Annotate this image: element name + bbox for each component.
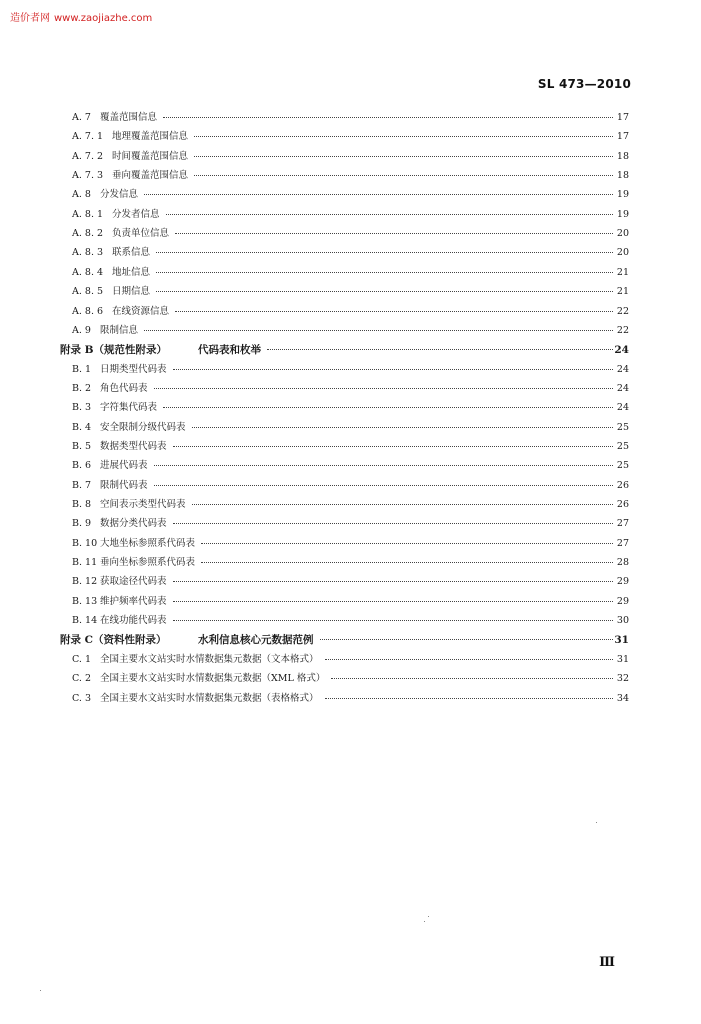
toc-row[interactable] xyxy=(0,537,701,551)
toc-row[interactable] xyxy=(0,595,701,609)
toc-row[interactable] xyxy=(0,382,701,396)
toc-page: 18 xyxy=(616,150,629,162)
toc-leader-dots xyxy=(156,252,613,253)
toc-title: 维护频率代码表 xyxy=(100,595,171,609)
toc-title: 角色代码表 xyxy=(100,382,152,396)
toc-page: 21 xyxy=(616,286,629,298)
toc-row[interactable] xyxy=(0,111,701,125)
toc-title: 限制信息 xyxy=(100,324,142,338)
toc-leader-dots xyxy=(192,504,613,505)
toc-leader-dots xyxy=(194,136,613,137)
toc-title: 垂向坐标参照系代码表 xyxy=(100,556,199,570)
toc-leader-dots xyxy=(144,194,613,195)
toc-row[interactable] xyxy=(0,401,701,415)
toc-title: 大地坐标参照系代码表 xyxy=(100,537,199,551)
toc-number: B. 5 xyxy=(72,440,92,452)
watermark-brand: 造价者网 xyxy=(10,13,50,24)
toc-title: 空间表示类型代码表 xyxy=(100,498,190,512)
toc-page: 20 xyxy=(616,247,629,259)
toc-leader-dots xyxy=(201,543,613,544)
scan-speck xyxy=(40,990,41,991)
toc-row[interactable] xyxy=(0,672,701,686)
toc-number: C. 1 xyxy=(72,653,92,665)
toc-row[interactable] xyxy=(0,169,701,183)
toc-number: A. 8. 4 xyxy=(72,266,104,278)
toc-row[interactable] xyxy=(0,227,701,241)
toc-row[interactable] xyxy=(0,517,701,531)
toc-page: 26 xyxy=(616,479,629,491)
toc-number: B. 3 xyxy=(72,402,92,414)
toc-page: 22 xyxy=(616,324,629,336)
toc-number: B. 7 xyxy=(72,479,92,491)
toc-title: 限制代码表 xyxy=(100,479,152,493)
toc-number: B. 10 xyxy=(72,537,98,549)
toc-title: 进展代码表 xyxy=(100,459,152,473)
toc-row[interactable] xyxy=(0,363,701,377)
toc-number: A. 8. 1 xyxy=(72,208,104,220)
toc-row[interactable] xyxy=(0,324,701,338)
toc-leader-dots xyxy=(267,349,613,350)
toc-number: B. 6 xyxy=(72,460,92,472)
toc-number: A. 8. 2 xyxy=(72,228,104,240)
toc-leader-dots xyxy=(320,639,613,640)
toc-row[interactable] xyxy=(0,188,701,202)
toc-page: 17 xyxy=(616,112,629,123)
toc-row[interactable] xyxy=(0,459,701,473)
toc-leader-dots xyxy=(173,369,613,370)
toc-number: 附录 C（资料性附录） xyxy=(60,634,167,647)
toc-title: 日期类型代码表 xyxy=(100,363,171,377)
toc-leader-dots xyxy=(166,214,613,215)
toc-page: 30 xyxy=(616,615,629,627)
toc-leader-dots xyxy=(156,272,613,273)
toc-number: B. 14 xyxy=(72,615,98,627)
toc-title: 分发者信息 xyxy=(112,208,164,222)
scan-speck xyxy=(424,921,425,922)
toc-row[interactable] xyxy=(0,440,701,454)
toc-title: 地理覆盖范围信息 xyxy=(112,130,192,144)
toc-page: 25 xyxy=(616,460,629,472)
toc-row[interactable] xyxy=(0,614,701,628)
toc-title: 覆盖范围信息 xyxy=(100,111,161,125)
page-number: Ⅲ xyxy=(599,955,615,970)
toc-title: 字符集代码表 xyxy=(100,401,161,415)
toc-page: 18 xyxy=(616,170,629,182)
toc-leader-dots xyxy=(173,601,613,602)
toc-leader-dots xyxy=(331,678,613,679)
toc-title: 在线资源信息 xyxy=(112,305,173,319)
toc-number: B. 12 xyxy=(72,576,98,588)
toc-leader-dots xyxy=(173,620,613,621)
toc-title: 地址信息 xyxy=(112,266,154,280)
toc-page: 29 xyxy=(616,576,629,588)
toc-row[interactable] xyxy=(0,305,701,319)
toc-page: 34 xyxy=(616,692,629,704)
toc-leader-dots xyxy=(194,156,613,157)
toc-title: 分发信息 xyxy=(100,188,142,202)
toc-number: A. 8 xyxy=(72,189,91,201)
scan-speck xyxy=(428,916,429,917)
toc-row[interactable] xyxy=(0,421,701,435)
toc-page: 32 xyxy=(616,673,629,685)
toc-leader-dots xyxy=(163,117,613,118)
toc-number: A. 8. 3 xyxy=(72,247,104,259)
toc-leader-dots xyxy=(201,562,613,563)
toc-title: 获取途径代码表 xyxy=(100,575,171,589)
toc-leader-dots xyxy=(175,311,613,312)
toc-leader-dots xyxy=(325,698,613,699)
toc-page: 26 xyxy=(616,499,629,510)
toc-title: 数据分类代码表 xyxy=(100,517,171,531)
toc-title: 日期信息 xyxy=(112,285,154,299)
toc-number: B. 11 xyxy=(72,557,98,569)
watermark-url[interactable]: www.zaojiazhe.com xyxy=(54,13,153,24)
toc-number: B. 9 xyxy=(72,518,92,530)
toc-number: C. 3 xyxy=(72,692,92,704)
toc-number: A. 7 xyxy=(72,112,91,123)
scan-speck xyxy=(596,822,597,823)
toc-leader-dots xyxy=(325,659,613,660)
toc-row[interactable] xyxy=(0,479,701,493)
toc-page: 27 xyxy=(616,518,629,530)
toc-page: 21 xyxy=(616,266,629,278)
toc-page: 19 xyxy=(616,208,629,220)
toc-row[interactable] xyxy=(0,575,701,589)
toc-page: 28 xyxy=(616,557,629,569)
toc-title: 负责单位信息 xyxy=(112,227,173,241)
toc-page: 24 xyxy=(616,363,629,375)
toc-page: 25 xyxy=(616,440,629,452)
toc-number: B. 2 xyxy=(72,382,92,394)
toc-title: 安全限制分级代码表 xyxy=(100,421,190,435)
toc-leader-dots xyxy=(192,427,613,428)
toc-title: 全国主要水文站实时水情数据集元数据（XML 格式） xyxy=(100,672,329,686)
toc-row[interactable] xyxy=(0,246,701,260)
toc-page: 24 xyxy=(616,382,629,394)
toc-row[interactable] xyxy=(0,498,701,512)
toc-row[interactable] xyxy=(0,343,701,357)
toc-row[interactable] xyxy=(0,556,701,570)
toc-title: 全国主要水文站实时水情数据集元数据（表格格式） xyxy=(100,692,323,706)
toc-number: 附录 B（规范性附录） xyxy=(60,344,168,357)
toc-number: B. 13 xyxy=(72,595,98,607)
toc-page: 20 xyxy=(616,228,629,240)
toc-page: 31 xyxy=(614,634,629,647)
document-code: SL 473—2010 xyxy=(537,77,631,91)
toc-page: 25 xyxy=(616,421,629,433)
toc-leader-dots xyxy=(175,233,613,234)
toc-leader-dots xyxy=(173,523,613,524)
toc-leader-dots xyxy=(154,388,613,389)
toc-page: 24 xyxy=(616,402,629,414)
toc-title: 数据类型代码表 xyxy=(100,440,171,454)
toc-page: 24 xyxy=(614,344,629,357)
toc-title: 全国主要水文站实时水情数据集元数据（文本格式） xyxy=(100,653,323,667)
toc-title: 在线功能代码表 xyxy=(100,614,171,628)
toc-leader-dots xyxy=(173,446,613,447)
toc-row[interactable] xyxy=(0,266,701,280)
toc-title: 水利信息核心元数据范例 xyxy=(198,633,318,647)
toc-title: 时间覆盖范围信息 xyxy=(112,150,192,164)
toc-row[interactable] xyxy=(0,285,701,299)
toc-number: A. 7. 3 xyxy=(72,170,104,182)
toc-number: A. 7. 2 xyxy=(72,150,104,162)
toc-number: C. 2 xyxy=(72,673,92,685)
toc-page: 31 xyxy=(616,653,629,665)
toc-number: B. 8 xyxy=(72,499,92,510)
toc-leader-dots xyxy=(144,330,613,331)
toc-number: B. 1 xyxy=(72,363,92,375)
toc-leader-dots xyxy=(154,485,613,486)
toc-page: 22 xyxy=(616,305,629,317)
toc-number: A. 8. 6 xyxy=(72,305,104,317)
toc-row[interactable] xyxy=(0,208,701,222)
toc-title: 联系信息 xyxy=(112,246,154,260)
toc-number: A. 9 xyxy=(72,324,91,336)
toc-row[interactable] xyxy=(0,692,701,706)
toc-number: A. 8. 5 xyxy=(72,286,104,298)
toc-row[interactable] xyxy=(0,653,701,667)
toc-number: A. 7. 1 xyxy=(72,131,104,143)
toc-number: B. 4 xyxy=(72,421,92,433)
toc-leader-dots xyxy=(156,291,613,292)
toc-leader-dots xyxy=(163,407,613,408)
toc-page: 19 xyxy=(616,189,629,201)
toc-title: 代码表和枚举 xyxy=(198,343,265,357)
toc-row[interactable] xyxy=(0,633,701,647)
toc-title: 垂向覆盖范围信息 xyxy=(112,169,192,183)
toc-row[interactable] xyxy=(0,150,701,164)
toc-leader-dots xyxy=(154,465,613,466)
toc-page: 27 xyxy=(616,537,629,549)
toc-leader-dots xyxy=(194,175,613,176)
toc-row[interactable] xyxy=(0,130,701,144)
toc-leader-dots xyxy=(173,581,613,582)
toc-page: 29 xyxy=(616,595,629,607)
toc-page: 17 xyxy=(616,131,629,143)
